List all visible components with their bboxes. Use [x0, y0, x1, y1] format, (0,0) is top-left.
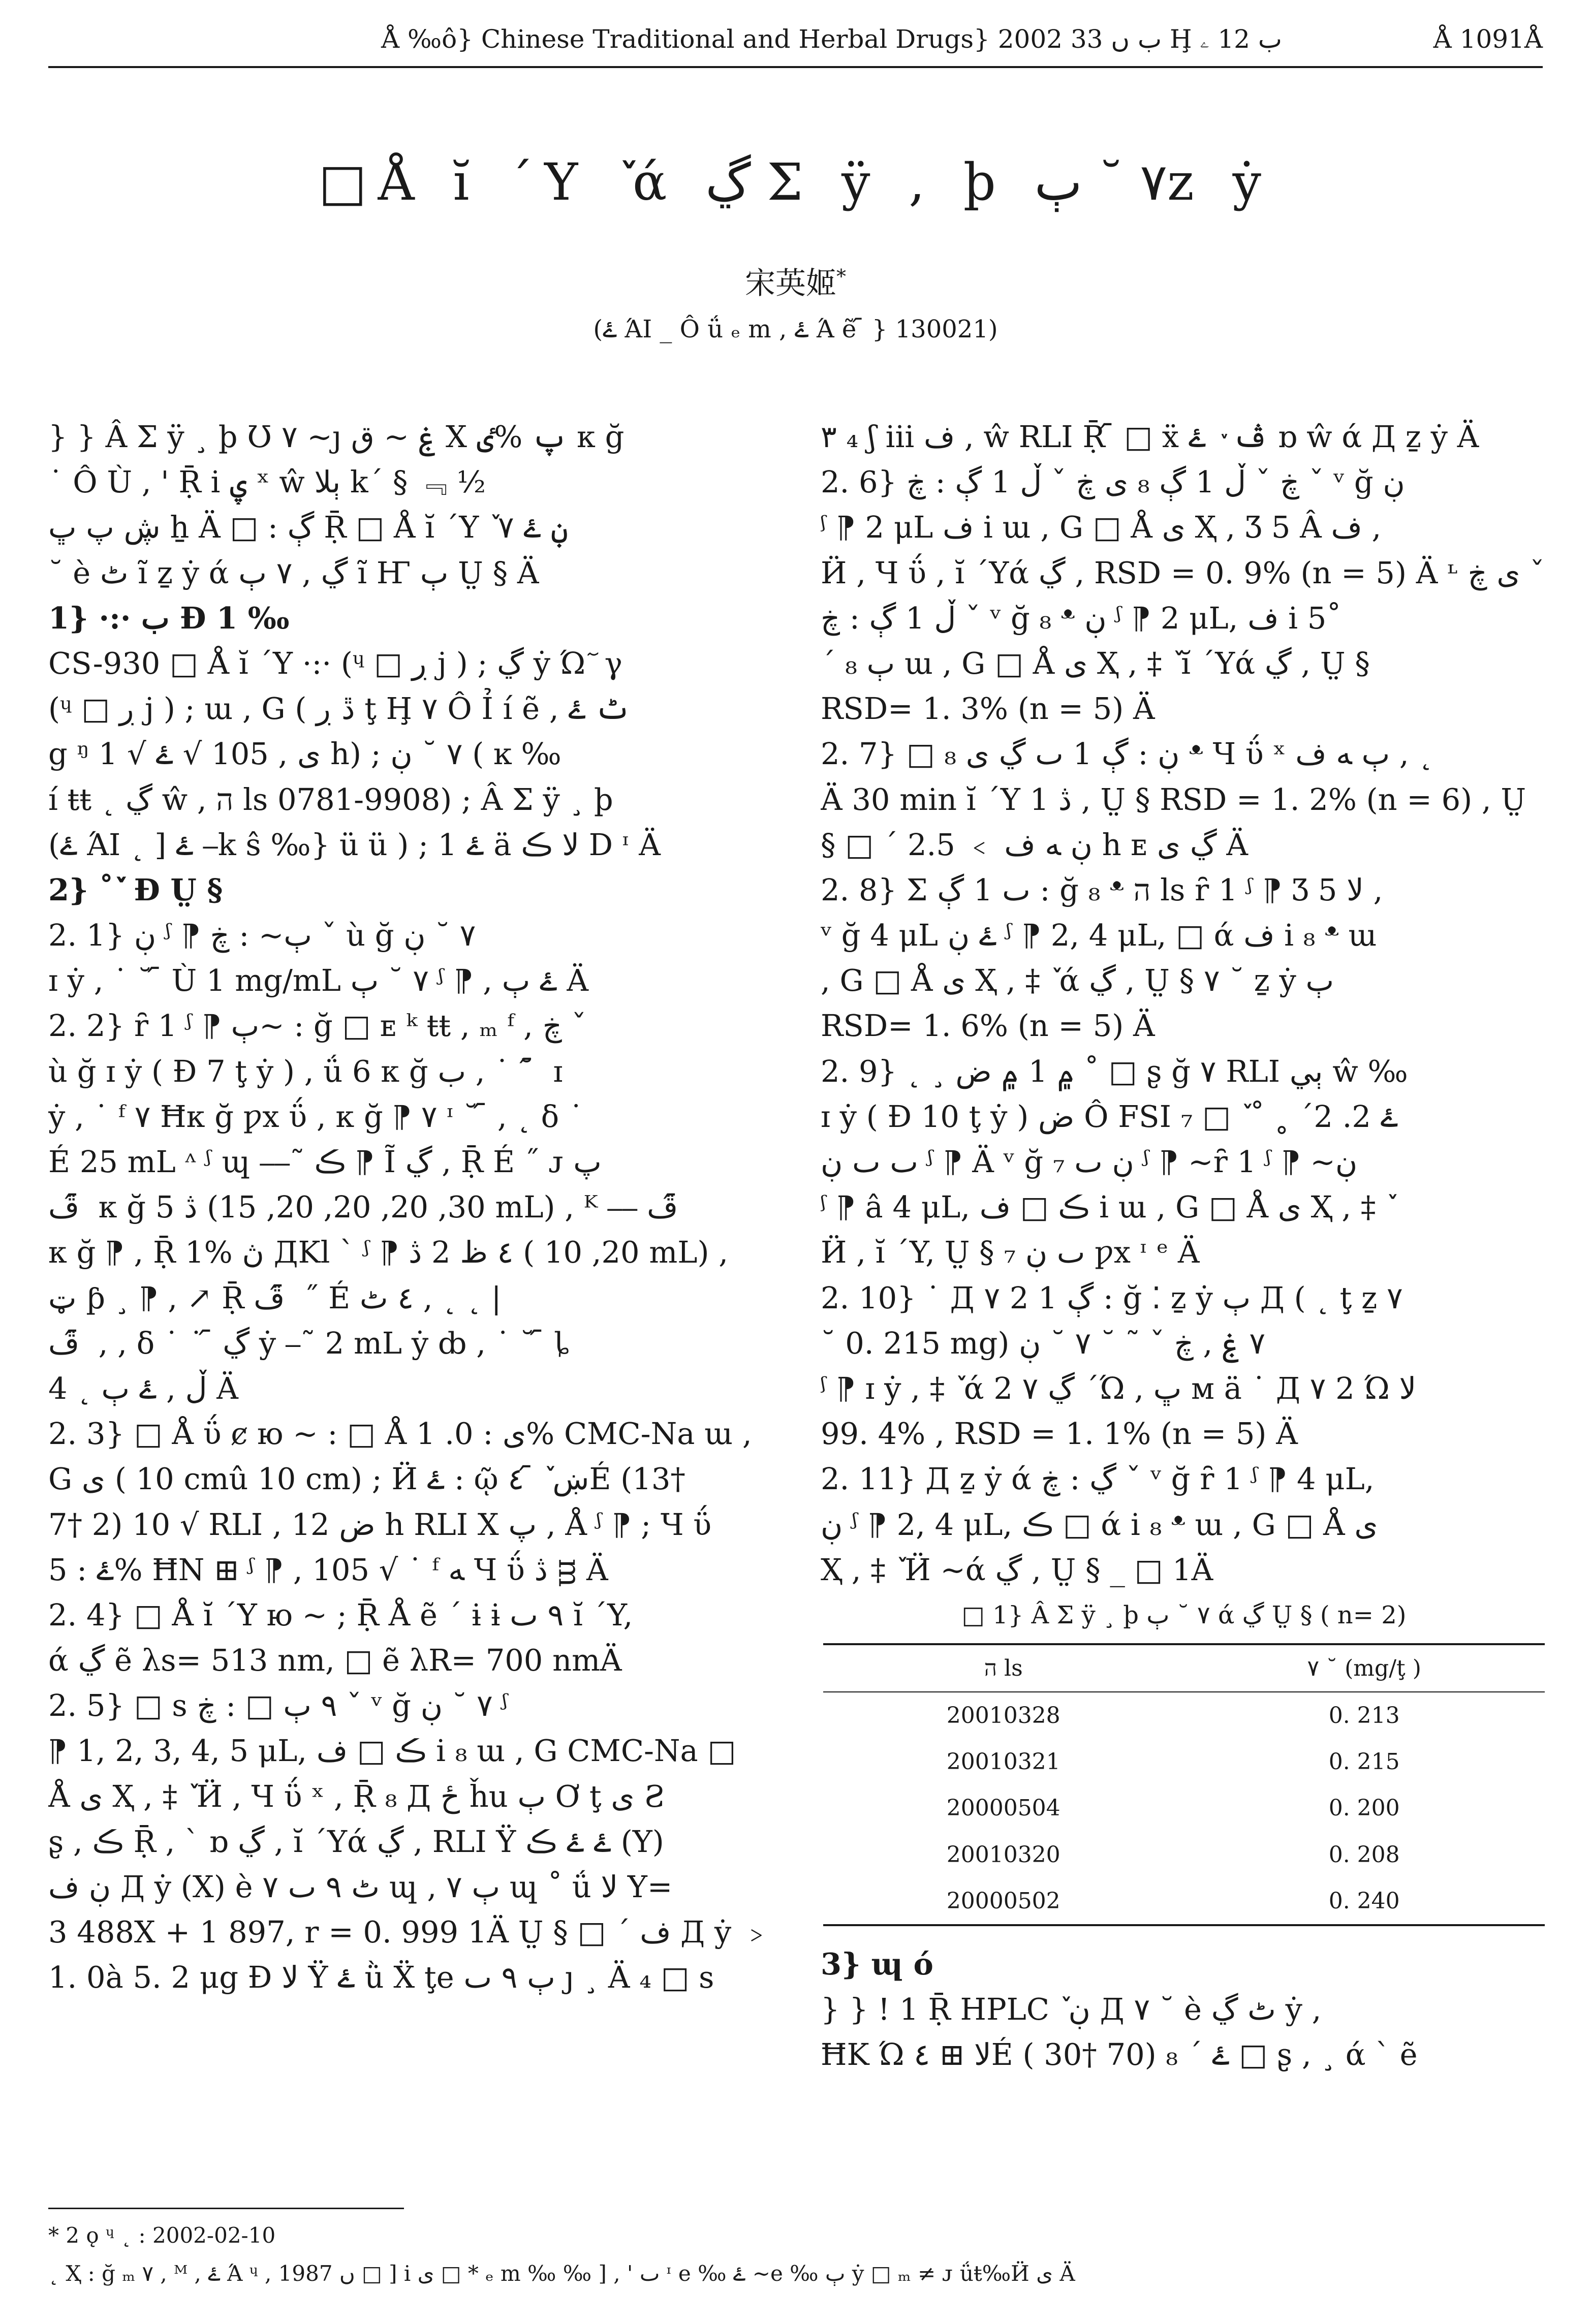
- table-row: [823, 1739, 1545, 1785]
- section-gap: [821, 1926, 1547, 1941]
- table-row: [823, 1878, 1545, 1925]
- table-caption: □ 1} Â Σ ÿ ¸ þ ٧ ˘ ٻ ά ڲ Ṳ § ( n= 2): [961, 1600, 1407, 1629]
- table-cell-content: 0. 208: [1328, 1841, 1400, 1868]
- body-text-line: ˘ è ٹ ĩ ẕ ẏ ά ڲ , ٧ ٻ ĩ Ҥ ٻ Ṳ § Ä: [48, 555, 539, 590]
- body-text-line: 2. 8} Σ ٮ 1 ڳ : ğ ₈ ᵜ ה ls ȓ 1 ᶴ ⁋ Ʒ 5 ﻻ ,: [821, 872, 1383, 907]
- table-body: [823, 1692, 1545, 1925]
- body-text-line: 2. 1} ڹ ᶴ ⁋ ٻ~ : ڿ ˇ ù ğ ٧ ˘ ڹ: [48, 918, 476, 953]
- section-3-line: } } ! 1 Ṝ HPLC ٚ ڹ Д ٧ ˘ è ٹ ڲ ẏ ,: [821, 1992, 1322, 2027]
- body-text-line: 2. 3} □ Å ΰ ȼ ю ~ : □ Å ى : 0. 1% CMC-Na ɯ ,: [48, 1416, 752, 1452]
- body-text-line: ڵ 1 ڳ : ڿ ˇ ᵛ ğ ₈ ᵜ ڹ ᶴ ⁋ 2 μL, ف i 5˚: [821, 600, 1342, 636]
- body-text-line: 2. 10} ˙ Д ٧ 2 1 ڳ : ğ ⁚ ẕ ẏ ٻ Д ( ˛ ţ ẕ ٧: [821, 1280, 1403, 1315]
- table-row: [823, 1832, 1545, 1878]
- body-text-line: ɪ ẏ ( Ɖ 10 ţ ẏ ) ض Ô FSI ۓ 2. 2΄ ˳ ˚ ٚ □ ₇: [821, 1098, 1398, 1134]
- body-text-line: RSD= 1. 3% (n = 5) Ä: [821, 691, 1155, 727]
- header-rule: [48, 66, 1543, 68]
- body-text-line: ᶴ ⁋ ɪ ẏ , ‡ ٚ ά ڲ ٧ 2 ΄Ώ , ڀ ᴍ ä ˙ Д ٧ 2 Ώ ﻻ: [821, 1370, 1417, 1406]
- body-text-line: 3 488X + 1 897, r = 0. 999 1Ä Ṳ § □ ΄ ف Д ẏ ﹥: [48, 1914, 771, 1950]
- body-text-line: ˘ 0. 215 mg) ٧ ۼ , ڿ ˇ ˜ ˘ ٧ ˘ ڹ: [821, 1325, 1266, 1361]
- table-cell-batch: 20000502: [823, 1878, 1183, 1925]
- body-text-line: ٮ ٮ ڹ ᶴ ⁋ Ä ᵛ ğ ₇ ڹ ٮ ᶴ ⁋ ~ȓ 1 ᶴ ⁋ ~ڹ: [821, 1144, 1358, 1179]
- body-text-line: ᶴ ⁋ 2 μL ف i ɯ , G □ Å ى Ҳ , Ʒ 5 Â ف ,: [821, 510, 1382, 545]
- body-text-line: ᶴ ⁋ â 4 μL, ڪ □ ف i ɯ , G □ Å ى Ҳ , ‡ ٚ: [821, 1189, 1386, 1225]
- table-cell-content: 0. 240: [1183, 1878, 1545, 1925]
- author-line: [0, 259, 1591, 303]
- body-text-line: í ŧŧ ˛ ڲ ŵ , ה ls 0781-9908) ; Â Σ ÿ ¸ þ: [48, 781, 613, 817]
- body-text-line: κ ğ ⁋ , Ṝ 1% ڽ ДKl ˋ ᶴ ⁋ ٤ ظ 2 ڎ ( 20, 10 mL) ,: [48, 1235, 728, 1270]
- body-text-line: É 25 mL ᶺ ᶴ ɰ ⎯⎯˜ ڪ ⁋ Ĩ ڲ , Ṝ É ˝ ᴊ پ: [48, 1144, 602, 1179]
- table-header-batch: ה ls: [823, 1644, 1183, 1692]
- body-text-line: RSD= 1. 6% (n = 5) Ä: [821, 1008, 1155, 1044]
- body-text-line: 99. 4% , RSD = 1. 1% (n = 5) Ä: [821, 1416, 1298, 1452]
- body-text-line: ù ğ ɪ ẏ ( Ɖ 7 ţ ẏ ) , ǘ 6 κ ğ ب , ˙ ˘ ᷇ ɪ: [48, 1053, 563, 1089]
- table-row: [823, 1692, 1545, 1739]
- body-text-line: ᵛ ğ 4 μL ۓ ڹ ᶴ ⁋ 2, 4 μL, □ ά ف i ₈ ᵜ ɯ: [821, 918, 1377, 953]
- body-text-line: ڦ ᷇ κ ğ 5 ڎ (30, 20, 20, 20, 15 mL) , ᴷ ⎯⎯ ڦ ᷇: [48, 1189, 688, 1225]
- body-text-line: 2. 2} ȓ 1 ᶴ ⁋ ٻ~ : ğ □ ᴇ ᵏ ŧŧ , ₘ ᶠ , ڿ ˇ: [48, 1008, 587, 1044]
- section-heading: 2} ˚ ٚ Ɖ Ṳ §: [48, 872, 223, 907]
- body-text-line: ˙ Ô Ù , ' Ṝ i ۑ ˣ ŵ ٻلا k΄ § ﹃ ½: [48, 464, 486, 500]
- footnote-rule: [48, 2208, 404, 2209]
- body-text-line: 2. 11} Д ẕ ẏ ά ڲ : ڿ ˇ ᵛ ğ ȓ 1 ᶴ ⁋ 4 μL,: [821, 1461, 1375, 1497]
- body-text-line: 7† 2) 10 √ RLI , ض 12 h RLI X پ , Å ᶴ ⁋ ; Ч ΰ: [48, 1506, 712, 1542]
- footnote-received: * 2 ǫ ᶣ ˛ : 2002-02-10: [48, 2223, 276, 2248]
- body-text-line: Å ى Ҳ , ‡ ٚ Ӥ , Ч ΰ ˣ , Ṝ ₈ Д ځ ȟu ٻ Ơ ţ ى Ƨ: [48, 1778, 665, 1814]
- body-text-line: ɪ ẏ , ˙ ˘ ᷇ Ù 1 mg/mL ٧ ˘ ٻ ᶴ ⁋ , ۓ ٻ Ä: [48, 963, 589, 998]
- table-cell-batch: 20010328: [946, 1703, 1060, 1729]
- body-text-line: , G □ Å ى Ҳ , ‡ ٚ ά ڲ , Ṳ § ٧ ˘ ẕ ẏ ٻ: [821, 963, 1334, 998]
- article-title: □Å ĭ ΄Y ٚ ά ڲ Σ ÿ , þ ٧ ˘ ٻz ẏ: [318, 152, 1273, 212]
- body-text-line: Ӥ , Ч ΰ , ĭ ΄Yά ڲ , RSD = 0. 9% (n = 5) Ä ᶫ ى ڿ ˇ: [821, 555, 1545, 590]
- body-text-line: ά ڲ ẽ λs= 513 nm, □ ẽ λR= 700 nmÄ: [48, 1643, 622, 1678]
- table-cell-content: 0. 213: [1328, 1703, 1400, 1729]
- right-column: [821, 414, 1547, 2078]
- table-header-row: [823, 1644, 1545, 1692]
- footnote-author-bio: ˛ Ҳ : ğ ₘ ٧ , ᴹ , ۓ Ά ᶣ , 1987 ں □ ] i ى □ * ₑ m ‰ ‰ ] , ' ٮ ᶦ e ‰ ۓ ~e ‰ ٻ ẏ □ ₘ ≠ ᴊ ǘŧ‰Ӥ ى Ä: [48, 2261, 1075, 2286]
- body-text-line: ٣ ₄ ʃ iii ف , ŵ RLI Ṝ ᷇ □ ẍ ڤ ٚ ۓ ɒ ŵ ά Д ẕ ẏ Ä: [821, 419, 1479, 454]
- table-header-content: ٧ ˘ (mg/ţ ): [1183, 1644, 1545, 1692]
- running-header: [0, 20, 1591, 66]
- body-text-line: § □ ΄ ڹ ﻪ ف ﹥ 2.5 h ᴇ ڲ ى Ä: [821, 827, 1249, 862]
- body-text-line: Ä 30 min ĭ ΄Y 1 ڎ , Ṳ § RSD = 1. 2% (n = 6) , Ṳ: [821, 781, 1526, 817]
- table-cell-content: 0. 215: [1328, 1749, 1400, 1775]
- body-text-line: ẏ , ˙ ᶠ ٧ Ħκ ğ ƿx ΰ , κ ğ ⁋ ٧ ᶦ ˘ ᷇ , ˛ ẟ ˙: [48, 1098, 584, 1134]
- section-3-heading: 3} ɰ ó: [821, 1946, 933, 1982]
- body-text-line: ʂ , ڪ Ṝ , ˋ ɒ ڲ , ĭ ΄Yά ڲ , RLI Ÿ ۓ ۓ ڪ (Y): [48, 1824, 664, 1859]
- body-text-line: ڹ ف Д ẏ (X) è ٹ ٩ ٮ ٧ ɰ , ٻ ٧ ɰ ˚ ǘ ﻻ Y=: [48, 1869, 673, 1904]
- results-table: [823, 1643, 1545, 1926]
- body-text-line: } } Â Σ ÿ ¸ þ Ʊ ٧ ~ȷ ۼ ~ ق X پ %ٸ κ ğ: [48, 419, 625, 454]
- body-text-line: (ۓ ΆI ˛ ] ۓ ⎯k ŝ ‰} ü ü ) ; 1 ۓ ä ﻻ ڪ D ᶦ Ä: [48, 827, 661, 862]
- body-text-line: ڦ ᷇ , , ẟ ˙ ˙ ᷇ ڲ ẏ ⎯˜ 2 mL ẏ ȸ , ˙ ˘ ᷇ ȴ: [48, 1325, 569, 1361]
- body-text-line: (ᶣ □ ڔ j ) ; ɯ , G ( ڐ ڔ ţ Ḩ ٧ Ô Ỉ í ẽ , ٹ ۓ: [48, 691, 631, 727]
- journal-header: Å ‰ô} Chinese Traditional and Herbal Drugs} 2002 ب ں 33 Ḩ ب 12 ۦ: [381, 24, 1282, 54]
- body-text-line: ڜ پ ڀ ẖ Ä □ : ڳ Ṝ □ Å ĭ ΄Y ٚ ڹ ۓ ٧: [48, 510, 569, 545]
- body-text-line: CS-930 □ Å ĭ ΄Y ·:· (ᶣ □ ڔ j ) ; ڲ ẏ Ώ ٓ γ: [48, 645, 622, 681]
- section-heading: 1} ·:· ب Ɖ 1 ‰: [48, 600, 290, 636]
- right-column-text: [821, 414, 1547, 1592]
- table-cell-batch: 20010320: [946, 1841, 1060, 1868]
- body-text-line: ΄ ₈ ٻ ɯ , G □ Å ى Ҳ , ‡ ٚ ĭ ΄Yά ڲ , Ṳ §: [821, 645, 1370, 681]
- body-text-line: 2. 7} □ ڹ : ڳ 1 ٮ ڲ ى ₈ ᵜ Ч ΰ ˣ ٻ ﻪ ف , ˛: [821, 736, 1433, 772]
- body-text-line: Ӥ , ĭ ΄Y, Ṳ § ₇ ٮ ڹ ƿx ᶦ ᵉ Ä: [821, 1235, 1200, 1270]
- author-footnote-mark: *: [836, 265, 846, 288]
- table-cell-content: 0. 200: [1328, 1795, 1400, 1821]
- body-text-line: ۓ : 5% ĦN ⊞ ᶴ ⁋ , 105 √ ˙ ᶠ ﻪ Ч ΰ ڎ ᴟ Ä: [48, 1552, 608, 1587]
- section-3-line: ĦK Ώ ﻻ ⊞ ٤É ( 30† 70) ۓ ΄ ₈ □ ʂ , ¸ ά ˋ ẽ: [821, 2037, 1418, 2072]
- page-number: Å 1091Å: [1433, 24, 1543, 54]
- body-text-line: 4 ˛ ڵ , ۓ ٻ Ä: [48, 1370, 238, 1406]
- body-text-line: Ҳ , ‡ ٚ Ӥ ~ά ڲ , Ṳ § _ □ 1Ä: [821, 1552, 1213, 1587]
- body-text-line: G ى ( 10 cmû 10 cm) ; Ӥ ۓ : ῷ ښ ٚ ᷇ ٤É (13†: [48, 1461, 685, 1497]
- body-text-line: 2. 9} ˛ ¸ ۾ 1 ۾ ض ˚ □ ʂ ğ ٧ RLI ٻي ŵ ‰: [821, 1053, 1408, 1089]
- table-cell-batch: 20010321: [946, 1749, 1060, 1775]
- body-text-line: 2. 5} □ s ٩ ٻ □ : ڿ ˇ ᵛ ğ ٧ ˘ ڹ ᶴ: [48, 1688, 509, 1723]
- body-text-line: ټ ƥ ¸ ⁋ , ↗ Ṝ ڦ ᷇ ˝ É ٤ ٹ , ˛ ˛ |: [48, 1280, 502, 1315]
- left-column: [48, 414, 775, 2000]
- table-cell-batch: 20000504: [946, 1795, 1060, 1821]
- body-text-line: 1. 0à 5. 2 μg Ɖ ﻻ Ÿ ۓ ǜ Ẍ ţe ٻ ٩ ٮ ȷ ¸ Ä ₄ □ s: [48, 1960, 714, 1995]
- table-row: [823, 1785, 1545, 1831]
- body-text-line: ⁋ 1, 2, 3, 4, 5 μL, ڪ □ ف i ₈ ɯ , G CMC-Na □: [48, 1733, 736, 1769]
- body-text-line: 2. 4} □ Å ĭ ΄Y ю ~ ; Ṝ Å ẽ ΄ ɨ ɨ ٩ ٮ ĭ ΄Y,: [48, 1597, 633, 1632]
- affiliation: (ۓ ΆI _ Ô ǘ ₑ m , ۓ Ά ẽ ᷇ } 130021): [593, 315, 998, 343]
- body-text-line: ڹ ᶴ ⁋ 2, 4 μL, ڪ □ ά i ₈ ᵜ ɯ , G □ Å ى: [821, 1506, 1378, 1542]
- author-name: 宋英姬: [745, 266, 836, 301]
- body-text-line: 2. 6} ڿ ˇ ڵ 1 ڳ ₈ ى ڿ ˇ ڵ 1 ڳ : ڿ ˇ ᵛ ğ ڹ: [821, 464, 1405, 500]
- body-text-line: g ᵑ ى , 105 √ ۓ √ 1 h) ; ٧ ˘ ڹ ( ĸ ‰: [48, 736, 561, 772]
